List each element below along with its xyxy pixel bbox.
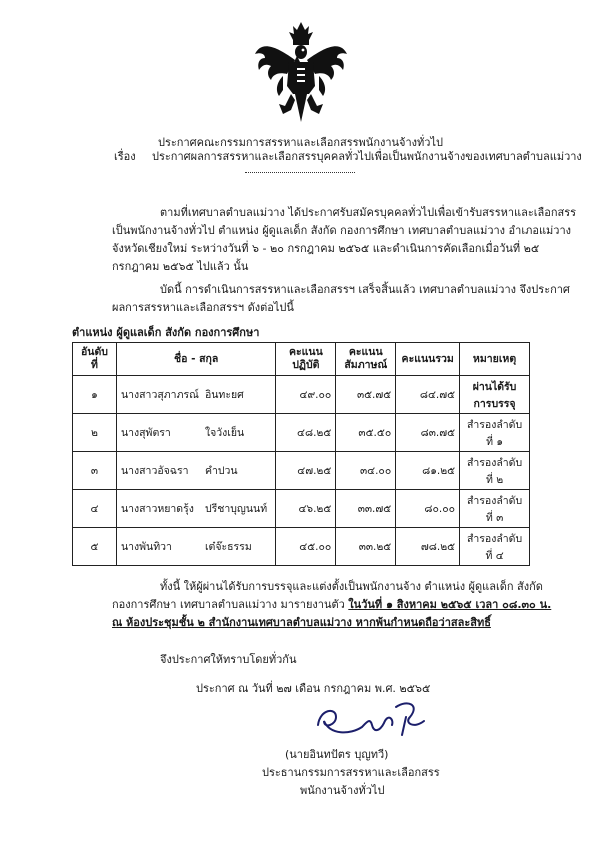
remark-cell: ผ่านได้รับการบรรจุ (460, 376, 530, 414)
handwritten-signature (310, 695, 440, 743)
para1-line1: ตามที่เทศบาลตำบลแม่วาง ได้ประกาศรับสมัครบุคคลทั่วไปเพื่อเข้ารับสรรหาและเลือกสรร (160, 206, 577, 219)
report-location: ณ ห้องประชุมชั้น ๒ สำนักงานเทศบาลตำบลแม่วาง หากพ้นกำหนดถือว่าสละสิทธิ์ (112, 616, 491, 629)
practical-score-cell: ๔๖.๒๕ (276, 490, 336, 528)
signatory-title-2: พนักงานจ้างทั่วไป (300, 784, 385, 797)
name-cell: นางสาวอัจฉรา คำปวน (116, 452, 276, 490)
remark-cell: สำรองลำดับที่ ๓ (460, 490, 530, 528)
name-cell: นางพันทิวา เต๋จ๊ะธรรม (116, 528, 276, 566)
report-date-time: ในวันที่ ๑ สิงหาคม ๒๕๖๕ เวลา ๐๘.๓๐ น. (348, 598, 552, 611)
results-table (72, 342, 530, 566)
practical-score-cell: ๔๕.๐๐ (276, 528, 336, 566)
header-interview: คะแนน สัมภาษณ์ (336, 343, 396, 376)
para2-line1: บัดนี้ การดำเนินการสรรหาและเลือกสรรฯ เสร็จสิ้นแล้ว เทศบาลตำบลแม่วาง จึงประกาศ (160, 283, 570, 296)
rank-cell: ๔ (73, 490, 117, 528)
para1-line3: จังหวัดเชียงใหม่ ระหว่างวันที่ ๖ - ๒๐ กรกฎาคม ๒๕๖๕ และดำเนินการคัดเลือกเมื่อวันที่ ๒๕ (112, 242, 540, 255)
interview-score-cell: ๓๓.๒๕ (336, 528, 396, 566)
name-cell: นางสาวสุภาภรณ์ อินทะยศ (116, 376, 276, 414)
signatory-name: (นายอินทปัตร บุญทวี) (285, 748, 389, 761)
subject-text: ประกาศผลการสรรหาและเลือกสรรบุคคลทั่วไปเพื่อเป็นพนักงานจ้างของเทศบาลตำบลแม่วาง (152, 150, 582, 163)
table-header-row (73, 343, 530, 376)
garuda-emblem-icon (253, 20, 349, 124)
table-row (73, 528, 530, 566)
header-total: คะแนนรวม (396, 343, 460, 376)
name-cell: นางสาวหยาดรุ้ง ปรีชาบุญนนท์ (116, 490, 276, 528)
total-score-cell: ๘๔.๗๕ (396, 376, 460, 414)
practical-score-cell: ๔๙.๐๐ (276, 376, 336, 414)
table-row (73, 376, 530, 414)
name-cell: นางสุพัตรา ใจวังเย็น (116, 414, 276, 452)
para2-line2: ผลการสรรหาและเลือกสรรฯ ดังต่อไปนี้ (112, 301, 294, 314)
table-row (73, 452, 530, 490)
total-score-cell: ๘๐.๐๐ (396, 490, 460, 528)
rank-cell: ๑ (73, 376, 117, 414)
rank-cell: ๓ (73, 452, 117, 490)
rank-cell: ๒ (73, 414, 117, 452)
position-heading: ตำแหน่ง ผู้ดูแลเด็ก สังกัด กองการศึกษา (72, 326, 260, 339)
header-name: ชื่อ - สกุล (116, 343, 276, 376)
announce-line: จึงประกาศให้ทราบโดยทั่วกัน (160, 653, 297, 666)
divider-dotted-line (245, 172, 355, 173)
interview-score-cell: ๓๕.๕๐ (336, 414, 396, 452)
practical-score-cell: ๔๘.๒๕ (276, 414, 336, 452)
header-remark: หมายเหตุ (460, 343, 530, 376)
interview-score-cell: ๓๓.๗๕ (336, 490, 396, 528)
interview-score-cell: ๓๕.๗๕ (336, 376, 396, 414)
remark-cell: สำรองลำดับที่ ๔ (460, 528, 530, 566)
para1-line2: เป็นพนักงานจ้างทั่วไป ตำแหน่ง ผู้ดูแลเด็ก สังกัด กองการศึกษา เทศบาลตำบลแม่วาง อำเภอแม่วาง (112, 224, 572, 237)
remark-cell: สำรองลำดับที่ ๒ (460, 452, 530, 490)
interview-score-cell: ๓๔.๐๐ (336, 452, 396, 490)
closing-line2 (112, 598, 551, 612)
para1-line4: กรกฎาคม ๒๕๖๕ ไปแล้ว นั้น (112, 260, 249, 273)
table-row (73, 490, 530, 528)
table-row (73, 414, 530, 452)
remark-cell: สำรองลำดับที่ ๑ (460, 414, 530, 452)
closing-line1: ทั้งนี้ ให้ผู้ผ่านได้รับการบรรจุและแต่งตั้งเป็นพนักงานจ้าง ตำแหน่ง ผู้ดูแลเด็ก สังกัด (160, 580, 543, 593)
total-score-cell: ๗๘.๒๕ (396, 528, 460, 566)
header-rank: อันดับ ที่ (73, 343, 117, 376)
announcement-date: ประกาศ ณ วันที่ ๒๗ เดือน กรกฎาคม พ.ศ. ๒๕๖๕ (196, 682, 431, 695)
announcement-title: ประกาศคณะกรรมการสรรหาและเลือกสรรพนักงานจ้างทั่วไป (158, 136, 443, 149)
closing-line2-text: กองการศึกษา เทศบาลตำบลแม่วาง มารายงานตัว (112, 598, 349, 611)
header-practical: คะแนน ปฏิบัติ (276, 343, 336, 376)
subject-label: เรื่อง (114, 150, 136, 163)
total-score-cell: ๘๑.๒๕ (396, 452, 460, 490)
rank-cell: ๕ (73, 528, 117, 566)
practical-score-cell: ๔๗.๒๕ (276, 452, 336, 490)
signatory-title-1: ประธานกรรมการสรรหาและเลือกสรร (262, 766, 440, 779)
total-score-cell: ๘๓.๗๕ (396, 414, 460, 452)
